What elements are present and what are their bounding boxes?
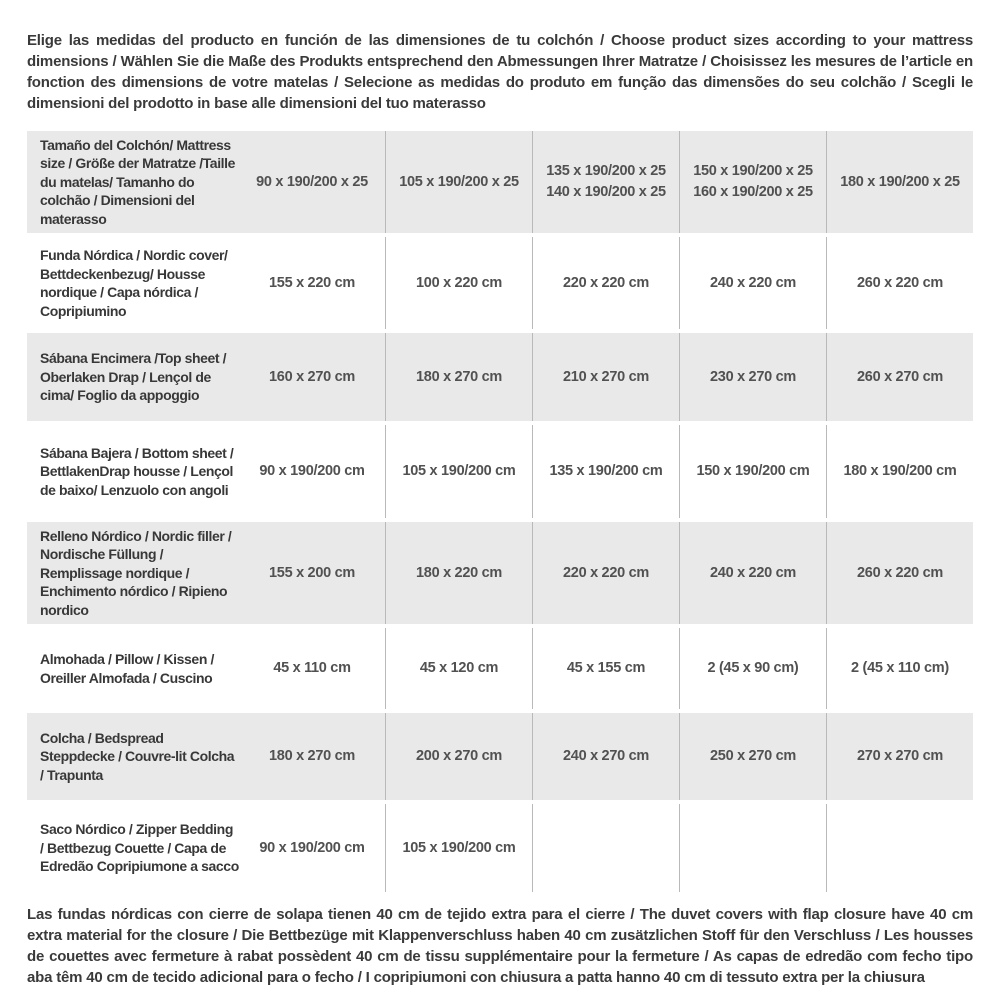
row-label: Funda Nórdica / Nordic cover/ Bettdeckenbezug/ Housse nordique / Capa nórdica / Copripiumino (40, 247, 228, 319)
size-table (27, 131, 973, 892)
row-label: Almohada / Pillow / Kissen / Oreiller Almofada / Cuscino (40, 651, 214, 686)
size-cell: 90 x 190/200 cm (259, 839, 365, 856)
intro-text: Elige las medidas del producto en función de las dimensiones de tu colchón / Choose product sizes according to your mattress dimensions / Wählen Sie die Maße des Produkts entsprechend den Abmessungen Ihrer Matratze / Choisissez les mesures de l’article en fonction des dimensions de votre matelas / Selecione as medidas do produto em função das dimensões do seu colchão / Scegli le dimensioni del prodotto in base alle dimensioni del tuo materasso (27, 32, 973, 112)
size-cell: 230 x 270 cm (679, 333, 826, 421)
size-cell: 105 x 190/200 cm (385, 804, 532, 892)
size-cell: 240 x 220 cm (679, 237, 826, 329)
size-cell: 155 x 220 cm (269, 274, 355, 291)
size-cell (385, 131, 532, 233)
size-cell: 2 (45 x 110 cm) (826, 628, 973, 709)
row-label: Sábana Encimera /Top sheet / Oberlaken Drap / Lençol de cima/ Foglio da appoggio (40, 350, 227, 404)
size-cell (239, 131, 385, 233)
size-cell: 45 x 155 cm (532, 628, 679, 709)
table-row (27, 425, 973, 518)
size-cell: 260 x 270 cm (826, 333, 973, 421)
size-cell (826, 131, 973, 233)
size-line: 90 x 190/200 x 25 (256, 173, 368, 190)
size-cell: 240 x 270 cm (532, 713, 679, 800)
table-row (27, 804, 973, 892)
table-row (27, 713, 973, 800)
size-cell: 105 x 190/200 cm (385, 425, 532, 518)
footnote-text: Las fundas nórdicas con cierre de solapa tienen 40 cm de tejido extra para el cierre / The duvet covers with flap closure have 40 cm extra material for the closure / Die Bettbezüge mit Klappenverschluss haben 40 cm zusätzlichen Stoff für den Verschluss / Les housses de couettes avec fermeture à rabat possèdent 40 cm de tissu supplémentaire pour la fermeture / As capas de edredão com fecho tipo aba têm 40 cm de tecido adicional para o fecho / I copripiumoni con chiusura a patta hanno 40 cm di tessuto extra per la chiusura (27, 906, 973, 986)
size-cell: 90 x 190/200 cm (259, 463, 365, 479)
size-cell: 135 x 190/200 cm (532, 425, 679, 518)
table-row (27, 237, 973, 329)
size-cell: 180 x 270 cm (385, 333, 532, 421)
size-cell: 160 x 270 cm (269, 368, 355, 385)
size-cell: 210 x 270 cm (532, 333, 679, 421)
size-cell: 150 x 190/200 cm (679, 425, 826, 518)
size-cell (532, 131, 679, 233)
size-cell: 270 x 270 cm (826, 713, 973, 800)
size-cell (826, 804, 973, 892)
header-row (27, 131, 973, 233)
size-line: 150 x 190/200 x 25 (693, 163, 813, 179)
size-cell: 180 x 190/200 cm (826, 425, 973, 518)
row-label: Sábana Bajera / Bottom sheet / BettlakenDrap housse / Lençol de baixo/ Lenzuolo con angoli (40, 444, 234, 498)
size-cell: 220 x 220 cm (532, 522, 679, 624)
size-cell: 200 x 270 cm (385, 713, 532, 800)
size-cell: 45 x 110 cm (273, 660, 351, 676)
size-line: 135 x 190/200 x 25 (546, 163, 666, 179)
size-cell: 180 x 220 cm (385, 522, 532, 624)
size-cell: 240 x 220 cm (679, 522, 826, 624)
table-row (27, 333, 973, 421)
size-line: 105 x 190/200 x 25 (399, 173, 519, 190)
size-cell (679, 131, 826, 233)
size-cell: 180 x 270 cm (269, 748, 355, 764)
size-cell: 250 x 270 cm (679, 713, 826, 800)
size-cell (679, 804, 826, 892)
row-label: Colcha / Bedspread Steppdecke / Couvre-lit Colcha / Trapunta (40, 729, 235, 783)
table-row (27, 522, 973, 624)
size-line: 160 x 190/200 x 25 (693, 184, 813, 200)
size-cell: 260 x 220 cm (826, 522, 973, 624)
size-cell: 45 x 120 cm (385, 628, 532, 709)
size-cell: 100 x 220 cm (385, 237, 532, 329)
row-label: Tamaño del Colchón/ Mattress size / Größe der Matratze /Taille du matelas/ Tamanho do colchão / Dimensioni del materasso (40, 136, 236, 227)
table-row (27, 628, 973, 709)
row-label: Saco Nórdico / Zipper Bedding / Bettbezug Couette / Capa de Edredão Copripiumone a sacco (40, 821, 239, 875)
size-line: 180 x 190/200 x 25 (840, 173, 960, 190)
size-cell: 260 x 220 cm (826, 237, 973, 329)
size-line: 140 x 190/200 x 25 (546, 184, 666, 200)
size-cell: 2 (45 x 90 cm) (679, 628, 826, 709)
size-cell (532, 804, 679, 892)
size-cell: 155 x 200 cm (269, 564, 355, 581)
row-label: Relleno Nórdico / Nordic filler / Nordische Füllung / Remplissage nordique / Enchimento nórdico / Ripieno nordico (40, 527, 232, 618)
size-cell: 220 x 220 cm (532, 237, 679, 329)
